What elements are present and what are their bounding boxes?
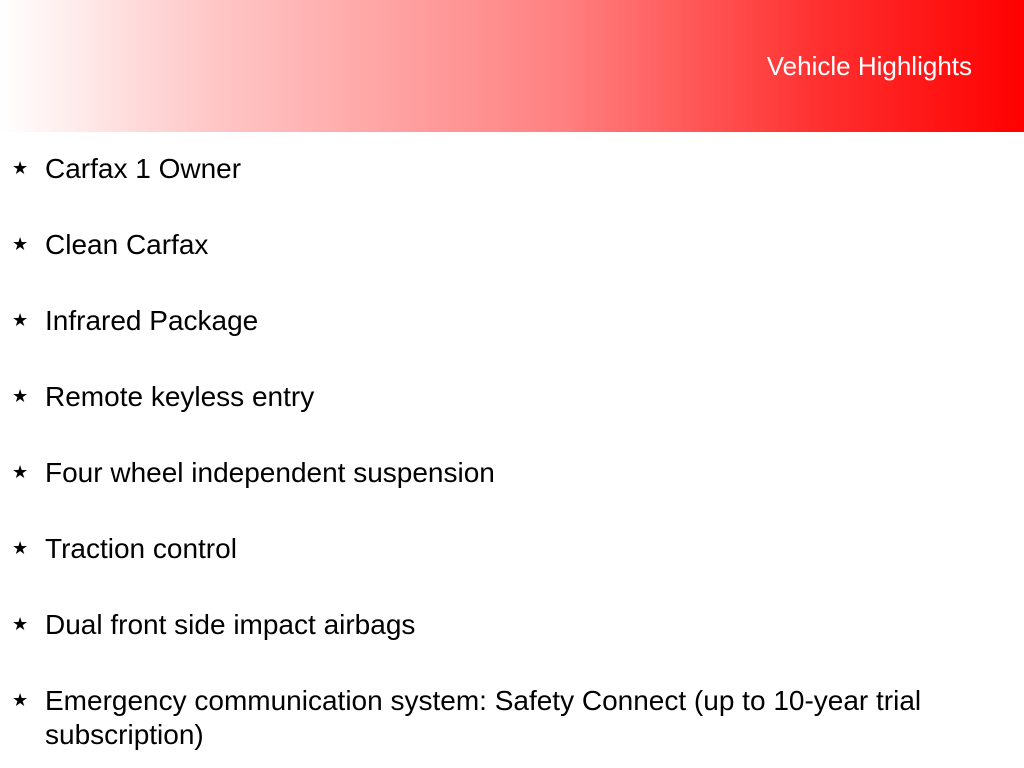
highlight-text: Emergency communication system: Safety Connect (up to 10-year trial subscription) bbox=[45, 685, 922, 750]
list-item bbox=[0, 456, 1024, 490]
list-item bbox=[0, 608, 1024, 642]
star-icon: ★ bbox=[12, 234, 29, 255]
highlight-text: Infrared Package bbox=[45, 305, 259, 336]
list-item bbox=[0, 684, 1024, 752]
star-icon: ★ bbox=[12, 690, 29, 711]
list-item bbox=[0, 304, 1024, 338]
highlight-text: Four wheel independent suspension bbox=[45, 457, 495, 488]
highlight-text: Remote keyless entry bbox=[45, 381, 315, 412]
page-title: Vehicle Highlights bbox=[766, 51, 972, 81]
highlight-text: Clean Carfax bbox=[45, 229, 209, 260]
header-banner bbox=[0, 0, 1024, 132]
star-icon: ★ bbox=[12, 386, 29, 407]
star-icon: ★ bbox=[12, 614, 29, 635]
list-item bbox=[0, 228, 1024, 262]
list-item bbox=[0, 380, 1024, 414]
highlight-text: Dual front side impact airbags bbox=[45, 609, 416, 640]
highlights-list bbox=[0, 152, 1024, 752]
list-item bbox=[0, 152, 1024, 186]
highlight-text: Traction control bbox=[45, 533, 237, 564]
star-icon: ★ bbox=[12, 310, 29, 331]
list-item bbox=[0, 532, 1024, 566]
star-icon: ★ bbox=[12, 538, 29, 559]
highlight-text: Carfax 1 Owner bbox=[45, 153, 242, 184]
star-icon: ★ bbox=[12, 158, 29, 179]
star-icon: ★ bbox=[12, 462, 29, 483]
